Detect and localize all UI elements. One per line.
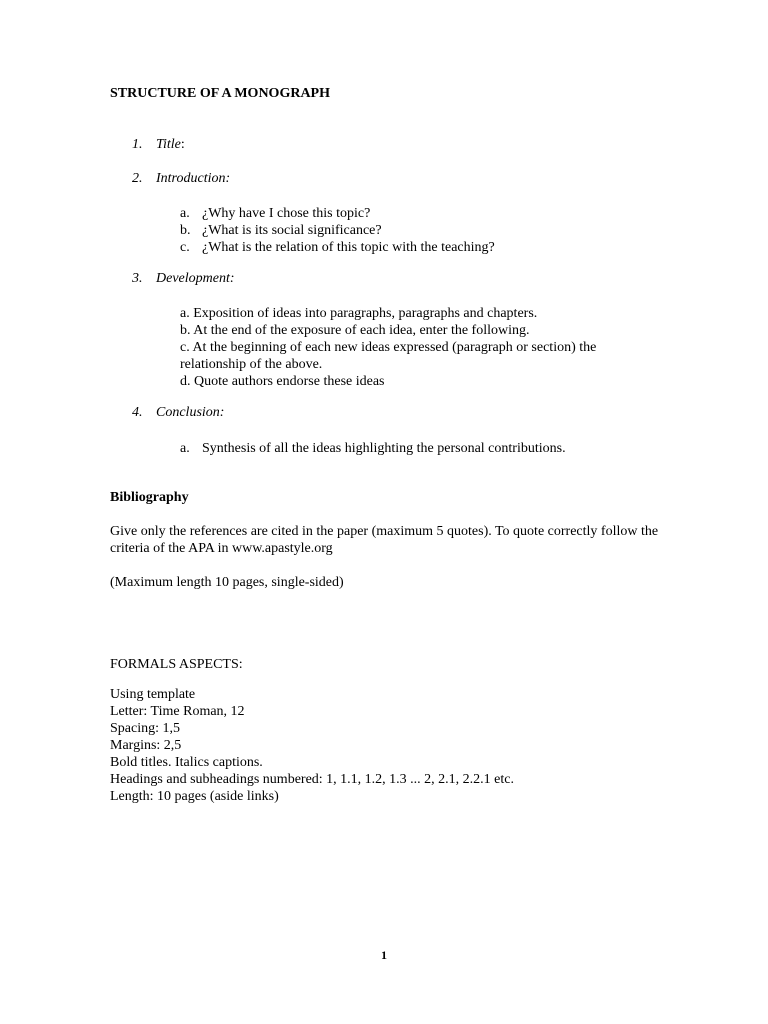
item-letter: a.: [180, 206, 190, 221]
formal-line: Using template: [110, 687, 196, 702]
development-line: c. At the beginning of each new ideas expressed (paragraph or section) the relationship of the above.: [180, 340, 597, 372]
item-label: Development:: [156, 271, 235, 286]
list-item: [180, 440, 566, 457]
development-line: b. At the end of the exposure of each idea, enter the following.: [180, 323, 530, 338]
list-item-title: [132, 137, 185, 153]
document-title: STRUCTURE OF A MONOGRAPH: [110, 86, 330, 101]
formal-line: Margins: 2,5: [110, 738, 182, 753]
list-item-introduction: [132, 171, 230, 187]
item-text: ¿What is the relation of this topic with the teaching?: [202, 240, 495, 255]
list-item: [180, 239, 495, 256]
formal-line: Spacing: 1,5: [110, 721, 180, 736]
list-item-conclusion: [132, 405, 224, 421]
list-item: [180, 222, 495, 239]
list-item-development: [132, 271, 235, 287]
item-label: Title: [156, 137, 181, 152]
formal-aspects-heading: FORMALS ASPECTS:: [110, 657, 243, 672]
introduction-subitems: [180, 205, 495, 256]
item-letter: a.: [180, 441, 190, 456]
page-number: 1: [381, 948, 387, 962]
item-letter: b.: [180, 223, 191, 238]
item-number: 4.: [132, 405, 143, 420]
bibliography-paragraph: Give only the references are cited in the paper (maximum 5 quotes). To quote correctly follow the criteria of the APA in www.apastyle.org: [110, 524, 659, 556]
formal-aspects-list: [110, 686, 514, 805]
item-text: ¿What is its social significance?: [202, 223, 382, 238]
length-note: (Maximum length 10 pages, single-sided): [110, 575, 344, 590]
item-number: 1.: [132, 137, 143, 152]
list-item: [180, 205, 495, 222]
formal-line: Headings and subheadings numbered: 1, 1.1, 1.2, 1.3 ... 2, 2.1, 2.2.1 etc.: [110, 772, 514, 787]
item-number: 3.: [132, 271, 143, 286]
development-line: d. Quote authors endorse these ideas: [180, 374, 385, 389]
item-text: Synthesis of all the ideas highlighting the personal contributions.: [202, 441, 566, 456]
formal-line: Length: 10 pages (aside links): [110, 789, 279, 804]
development-lines: [180, 305, 660, 390]
item-number: 2.: [132, 171, 143, 186]
conclusion-subitems: [180, 440, 566, 457]
formal-line: Bold titles. Italics captions.: [110, 755, 263, 770]
item-letter: c.: [180, 240, 190, 255]
item-label: Introduction:: [156, 171, 231, 186]
item-suffix: :: [180, 137, 185, 152]
formal-line: Letter: Time Roman, 12: [110, 704, 245, 719]
item-text: ¿Why have I chose this topic?: [202, 206, 371, 221]
development-line: a. Exposition of ideas into paragraphs, paragraphs and chapters.: [180, 306, 538, 321]
bibliography-heading: Bibliography: [110, 490, 189, 505]
item-label: Conclusion:: [156, 405, 225, 420]
